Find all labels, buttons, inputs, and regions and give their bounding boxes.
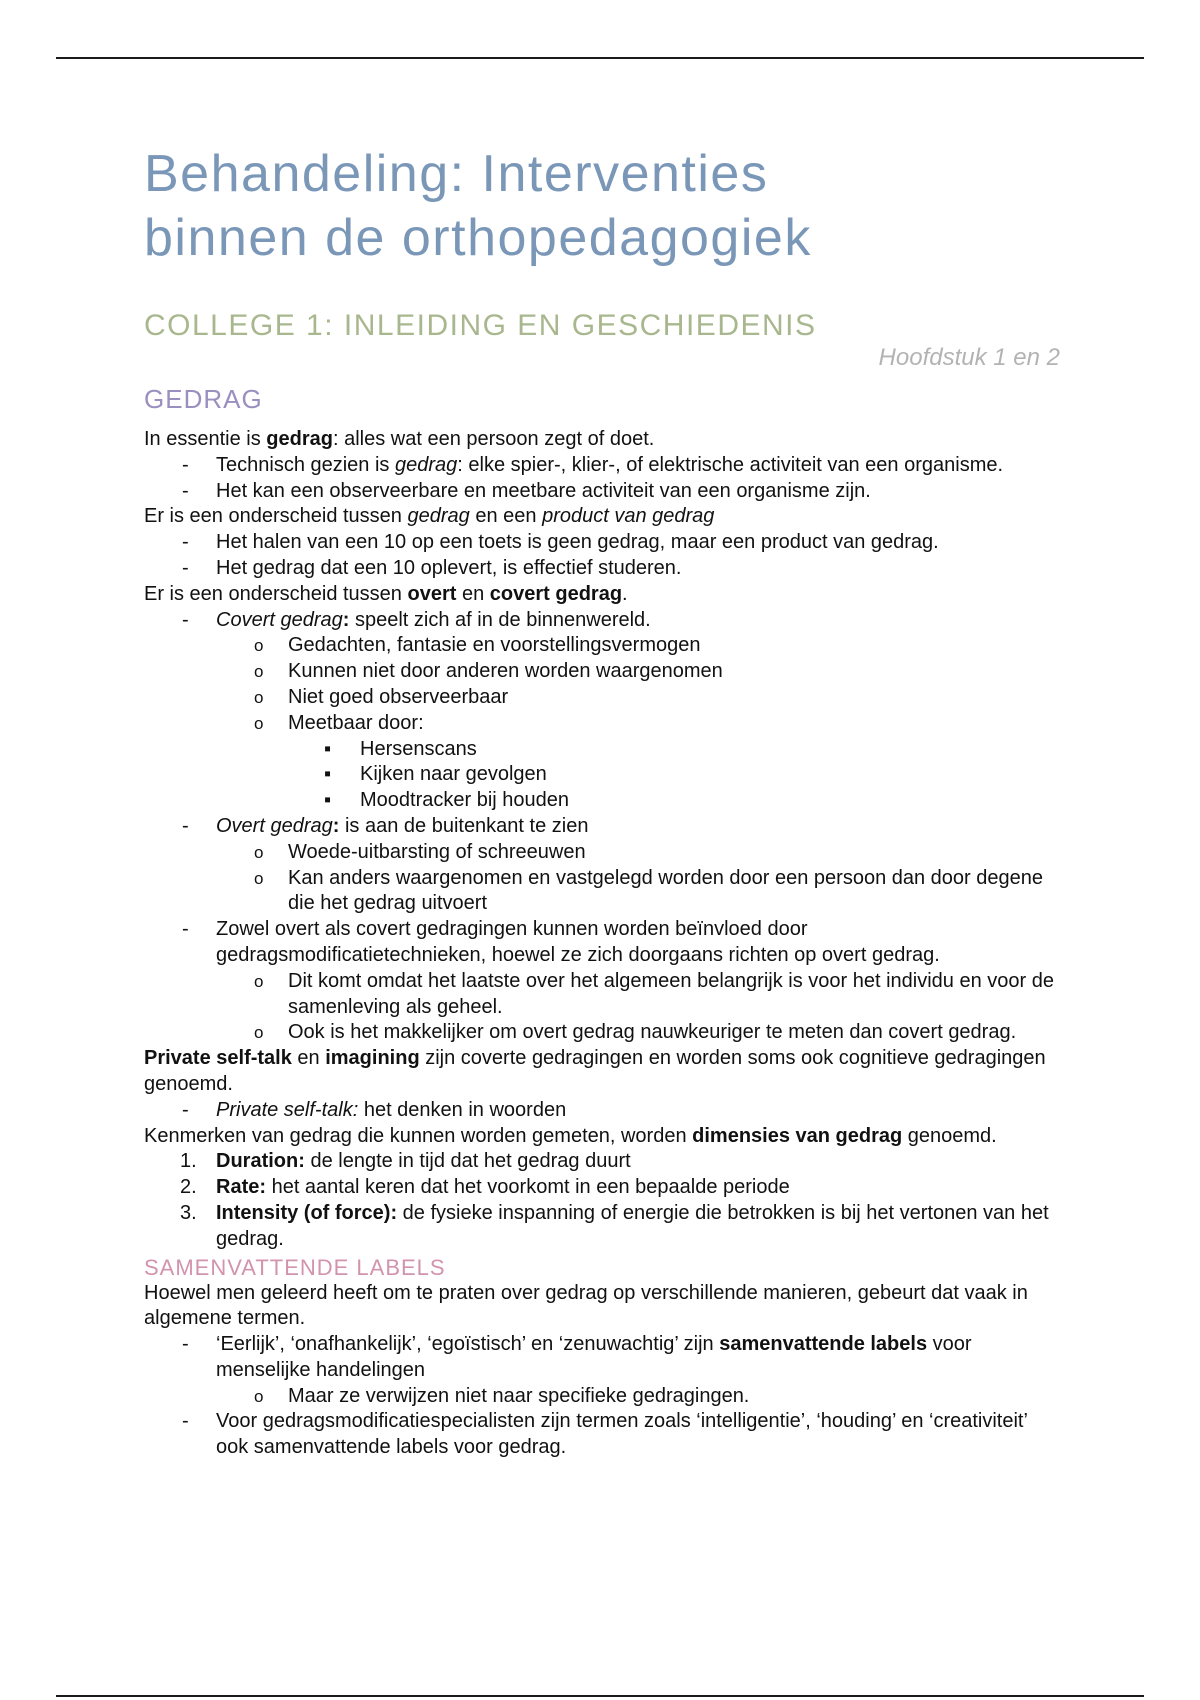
list-item: o Woede-uitbarsting of schreeuwen — [144, 840, 1056, 866]
paragraph-private-self-talk: Private self-talk en imagining zijn coverte gedragingen en worden soms ook cognitieve gedragingen genoemd. — [144, 1047, 1046, 1095]
paragraph-essence: In essentie is gedrag: alles wat een persoon zegt of doet. — [144, 428, 655, 450]
numbered-item: 2. Rate: het aantal keren dat het voorkomt in een bepaalde periode — [180, 1176, 790, 1199]
list-item: o Kunnen niet door anderen worden waargenomen — [144, 659, 1056, 685]
list-item: - Private self-talk: het denken in woorden — [144, 1098, 1056, 1124]
list-item-overt: - Overt gedrag: is aan de buitenkant te zien — [144, 814, 1056, 840]
document-page — [144, 142, 1060, 1461]
list-item: - Technisch gezien is gedrag: elke spier-, klier-, of elektrische activiteit van een organisme. — [144, 453, 1056, 479]
list-item: o Maar ze verwijzen niet naar specifieke gedragingen. — [144, 1384, 1056, 1410]
college-heading: COLLEGE 1: INLEIDING EN GESCHIEDENIS — [144, 309, 817, 342]
list-item: o Niet goed observeerbaar — [144, 685, 1056, 711]
list-item: o Ook is het makkelijker om overt gedrag nauwkeuriger te meten dan covert gedrag. — [144, 1020, 1056, 1046]
bottom-rule — [56, 1695, 1144, 1697]
list-item: ▪ Hersenscans — [144, 737, 1056, 763]
document-title — [144, 142, 1056, 270]
numbered-item: 3. Intensity (of force): de fysieke inspanning of energie die betrokken is bij het vertonen van het gedrag. — [180, 1201, 1049, 1250]
list-item: o Gedachten, fantasie en voorstellingsvermogen — [144, 633, 1056, 659]
list-item: - Het gedrag dat een 10 oplevert, is effectief studeren. — [144, 556, 1056, 582]
section-heading-gedrag: GEDRAG — [144, 384, 263, 414]
list-item: o Meetbaar door: — [144, 711, 1056, 737]
list-item: ▪ Moodtracker bij houden — [144, 788, 1056, 814]
list-item: - Voor gedragsmodificatiespecialisten zijn termen zoals ‘intelligentie’, ‘houding’ en ‘creativiteit’ ook samenvattende labels voor gedrag. — [144, 1409, 1056, 1461]
section-heading-samenvattende-labels: SAMENVATTENDE LABELS — [144, 1254, 446, 1280]
list-item: o Kan anders waargenomen en vastgelegd worden door een persoon dan door degene die het gedrag uitvoert — [144, 866, 1056, 918]
chapter-reference: Hoofdstuk 1 en 2 — [878, 344, 1060, 371]
top-rule — [56, 57, 1144, 59]
list-item: - Het halen van een 10 op een toets is geen gedrag, maar een product van gedrag. — [144, 530, 1056, 556]
numbered-item: 1. Duration: de lengte in tijd dat het gedrag duurt — [180, 1150, 631, 1173]
section-body-gedrag — [144, 427, 1056, 1461]
list-item: o Dit komt omdat het laatste over het algemeen belangrijk is voor het individu en voor de samenleving als geheel. — [144, 969, 1056, 1021]
title-line-1: Behandeling: Interventies — [144, 145, 769, 203]
list-item: - Het kan een observeerbare en meetbare activiteit van een organisme zijn. — [144, 479, 1056, 505]
list-item: ▪ Kijken naar gevolgen — [144, 762, 1056, 788]
list-item-covert: - Covert gedrag: speelt zich af in de binnenwereld. — [144, 608, 1056, 634]
paragraph-product: Er is een onderscheid tussen gedrag en een product van gedrag — [144, 505, 715, 528]
paragraph-samen-intro: Hoewel men geleerd heeft om te praten over gedrag op verschillende manieren, gebeurt dat vaak in algemene termen. — [144, 1281, 1028, 1330]
title-line-2: binnen de orthopedagogiek — [144, 209, 812, 267]
list-item: - ‘Eerlijk’, ‘onafhankelijk’, ‘egoïstisch’ en ‘zenuwachtig’ zijn samenvattende labels voor menselijke handelingen — [144, 1332, 1056, 1384]
paragraph-dimensions: Kenmerken van gedrag die kunnen worden gemeten, worden dimensies van gedrag genoemd. — [144, 1124, 997, 1147]
paragraph-overt-covert: Er is een onderscheid tussen overt en covert gedrag. — [144, 582, 628, 605]
list-item-both: - Zowel overt als covert gedragingen kunnen worden beïnvloed door gedragsmodificatietechnieken, hoewel ze zich doorgaans richten op overt gedrag. — [144, 917, 1056, 969]
